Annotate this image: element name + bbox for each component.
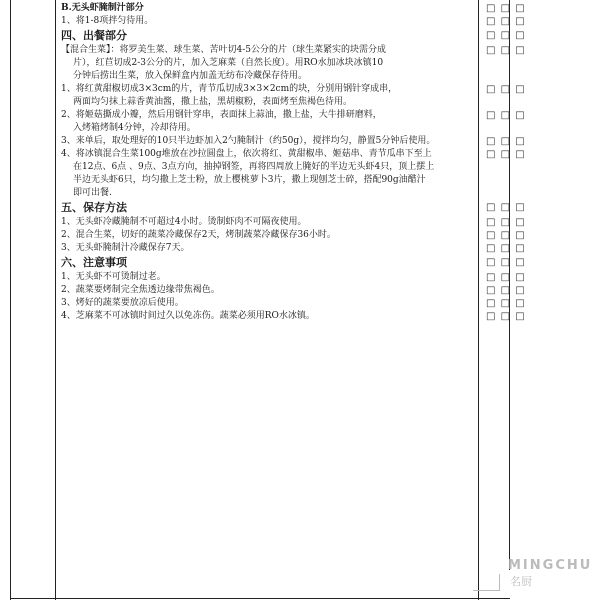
list-item: 4、将冰镇混合生菜100g堆放在沙拉圆盘上，依次将红、黄甜椒串、姬菇串、青节瓜串下至上 <box>61 149 432 159</box>
section-heading: 四、出餐部分 <box>61 29 127 42</box>
checkbox-group[interactable]: □ □ □ <box>486 311 526 322</box>
checkbox-group[interactable]: □ □ □ <box>486 136 526 147</box>
checkbox-group[interactable]: □ □ □ <box>486 110 526 121</box>
list-item: 3、无头虾腌制汁冷藏保存7天。 <box>61 243 190 253</box>
list-item: 2、混合生菜，切好的蔬菜冷藏保存2天，烤制蔬菜冷藏保存36小时。 <box>61 230 336 240</box>
list-item: 3、烤好的蔬菜要放凉后使用。 <box>61 298 184 308</box>
list-item: 3、来单后，取处理好的10只半边虾加入2勺腌制汁（约50g），搅拌均匀，静置5分钟后使用。 <box>61 136 436 146</box>
checkbox-group[interactable]: □ □ □ <box>486 272 526 283</box>
list-item: 2、蔬菜要烤制完全焦透边缘带焦褐色。 <box>61 285 220 295</box>
document-line-continued: 即可出餐. <box>73 188 112 198</box>
watermark-bracket-icon <box>473 574 500 591</box>
document-line-continued: 半边无头虾6只，均匀撒上芝士粉，放上樱桃萝卜3片，撒上现刨芝士碎，搭配90g油醋汁 <box>73 175 426 185</box>
checkbox-group[interactable]: □ □ □ <box>486 257 526 268</box>
list-item: 4、芝麻菜不可冰镇时间过久以免冻伤。蔬菜必须用RO水冰镇。 <box>61 311 315 321</box>
document-line-continued: 片），红苣切成2-3公分的片，加入芝麻菜（自然长度）。用RO水加冰块冰镇10 <box>73 58 384 68</box>
list-item: 【混合生菜】：将罗美生菜、球生菜、苦叶切4-5公分的片（球生菜紧实的块需分成 <box>61 45 386 55</box>
checkbox-group[interactable]: □ □ □ <box>486 217 526 228</box>
checkbox-group[interactable]: □ □ □ <box>486 243 526 254</box>
checkbox-group[interactable]: □ □ □ <box>486 16 526 27</box>
document-line-continued: 入烤箱烤制4分钟，冷却待用。 <box>73 123 196 133</box>
checkbox-group[interactable]: □ □ □ <box>486 202 526 213</box>
list-item: 1、无头虾冷藏腌制不可超过4小时。烫制虾肉不可隔夜使用。 <box>61 217 307 227</box>
checkbox-group[interactable]: □ □ □ <box>486 285 526 296</box>
table-inner-left-border <box>55 0 56 600</box>
list-item: 1、将1-8项拌匀待用。 <box>61 16 154 26</box>
watermark-text-en: MINGCHU <box>508 558 593 573</box>
document-line-continued: 分钟后捞出生菜，放入保鲜盒内加盖无纺布冷藏保存待用。 <box>73 71 308 81</box>
subsection-heading: B.无头虾腌制汁部分 <box>61 3 144 13</box>
list-item: 1、无头虾不可烫制过老。 <box>61 272 166 282</box>
table-left-border <box>10 0 11 600</box>
table-bottom-border <box>10 598 510 599</box>
section-heading: 六、注意事项 <box>61 256 127 269</box>
list-item: 2、将姬菇撕成小瓣，然后用钢针穿串，表面抹上蒜油，撒上盐，大牛排研磨料， <box>61 110 382 120</box>
checkbox-group[interactable]: □ □ □ <box>486 149 526 160</box>
checkbox-group[interactable]: □ □ □ <box>486 230 526 241</box>
checkbox-group[interactable]: □ □ □ <box>486 3 526 14</box>
watermark-logo <box>508 558 592 589</box>
document-line-continued: 两面均匀抹上蒜香黄油酱，撒上盐，黑胡椒粉，表面烤至焦褐色待用。 <box>73 97 353 107</box>
checkbox-group[interactable]: □ □ □ <box>486 84 526 95</box>
list-item: 1、将红黄甜椒切成3×3cm的片，青节瓜切成3×3×2cm的块，分别用钢针穿成串， <box>61 84 398 94</box>
section-heading: 五、保存方法 <box>61 201 127 214</box>
watermark-text-cn: 名厨 <box>510 575 532 588</box>
document-line-continued: 在12点、6点 、9点、3点方向，抽掉钢签，再将四周放上腌好的半边无头虾4只，顶上摆上 <box>73 162 435 172</box>
checkbox-group[interactable]: □ □ □ <box>486 298 526 309</box>
checkbox-group[interactable]: □ □ □ <box>486 30 526 41</box>
checkbox-group[interactable]: □ □ □ <box>486 45 526 56</box>
